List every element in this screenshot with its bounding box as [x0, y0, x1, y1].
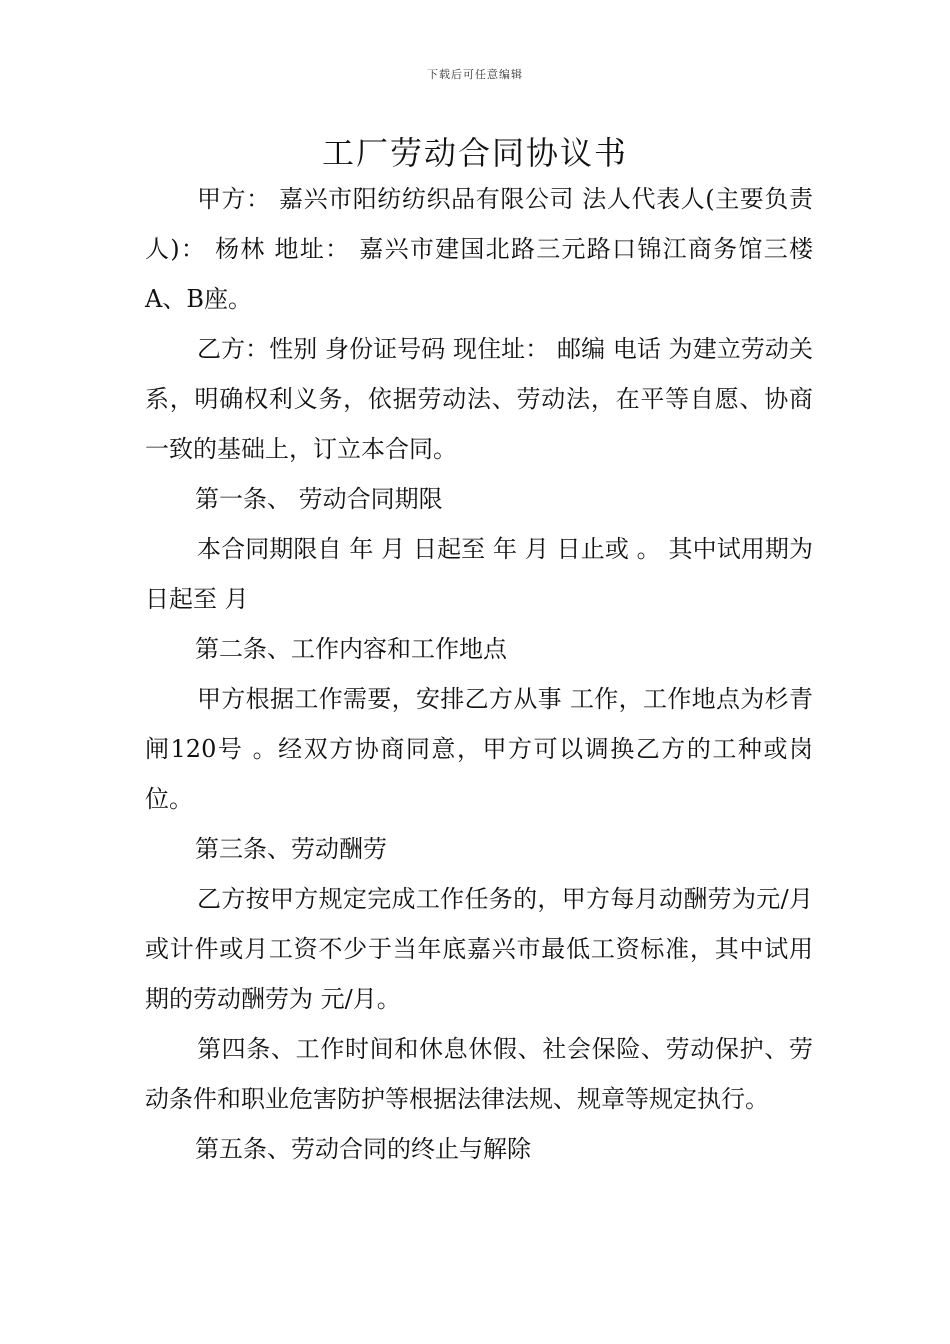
header-note: 下载后可任意编辑 — [427, 68, 523, 81]
party-b-paragraph: 乙方：性别 身份证号码 现住址： 邮编 电话 为建立劳动关系，明确权利义务，依据劳动法、劳动法，在平等自愿、协商一致的基础上，订立本合同。 — [145, 335, 813, 463]
article-5-heading: 第五条、劳动合同的终止与解除 — [195, 1135, 531, 1163]
article-3-heading: 第三条、劳动酬劳 — [195, 835, 387, 863]
article-2-body: 甲方根据工作需要，安排乙方从事 工作，工作地点为杉青闸120号 。经双方协商同意，甲方可以调换乙方的工种或岗位。 — [145, 685, 813, 813]
article-3-body: 乙方按甲方规定完成工作任务的，甲方每月动酬劳为元/月或计件或月工资不少于当年底嘉兴市最低工资标准，其中试用期的劳动酬劳为 元/月。 — [145, 885, 813, 1013]
article-1-heading: 第一条、 劳动合同期限 — [195, 485, 443, 513]
document-title: 工厂劳动合同协议书 — [321, 134, 628, 172]
article-4-body: 第四条、工作时间和休息休假、社会保险、劳动保护、劳动条件和职业危害防护等根据法律法规、规章等规定执行。 — [145, 1035, 813, 1113]
document-body — [145, 174, 813, 1174]
article-2-heading: 第二条、工作内容和工作地点 — [195, 635, 507, 663]
article-1-body: 本合同期限自 年 月 日起至 年 月 日止或 。 其中试用期为日起至 月 — [145, 535, 813, 613]
party-a-paragraph: 甲方： 嘉兴市阳纺纺织品有限公司 法人代表人(主要负责人)： 杨林 地址： 嘉兴市建国北路三元路口锦江商务馆三楼A、B座。 — [145, 185, 813, 313]
